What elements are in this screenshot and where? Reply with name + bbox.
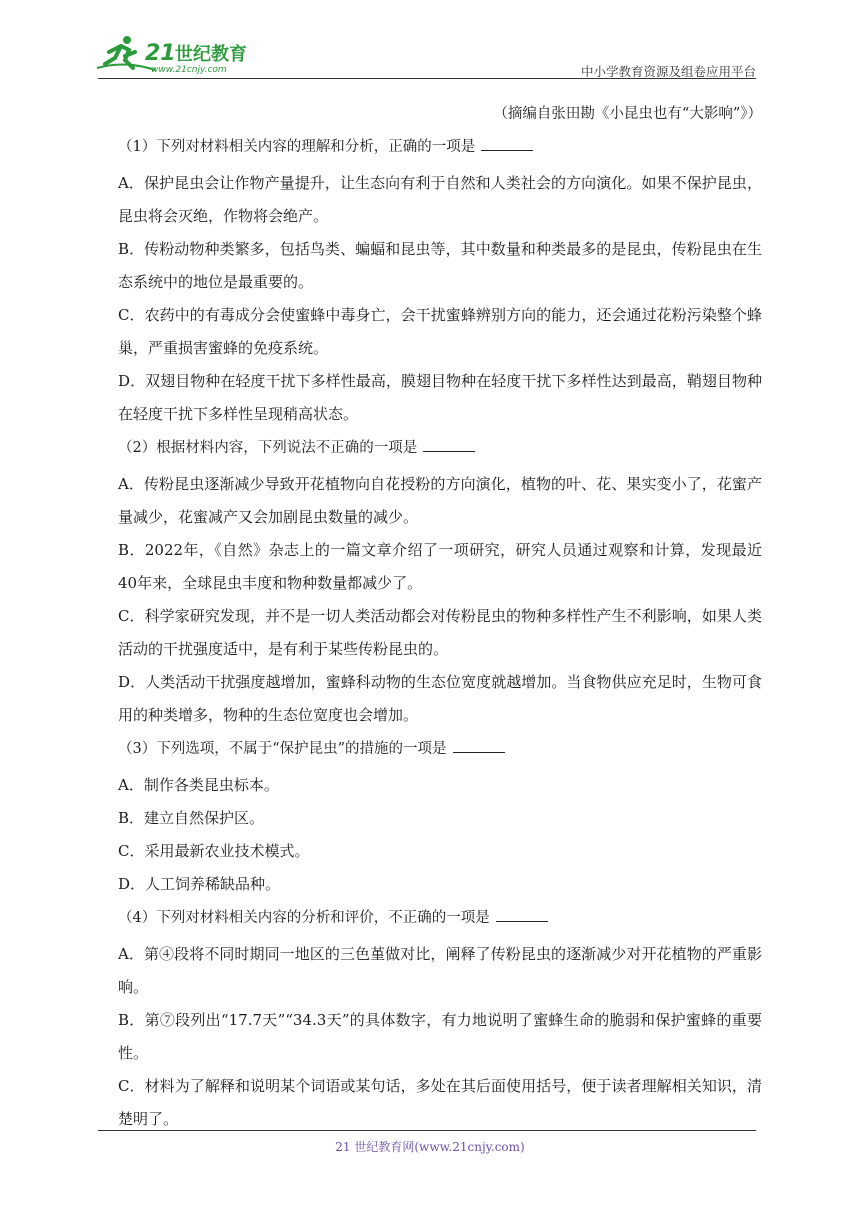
platform-title: 中小学教育资源及组卷应用平台 — [580, 64, 756, 79]
option-b: B．建立自然保护区。 — [118, 809, 265, 827]
option-b: B．2022年，《自然》杂志上的一篇文章介绍了一项研究，研究人员通过观察和计算，发现最近40年来，全球昆虫丰度和物种数量都减少了。 — [118, 541, 762, 592]
svg-text:世纪教育: 世纪教育 — [175, 44, 247, 65]
question-stem: （1）下列对材料相关内容的理解和分析，正确的一项是 — [118, 136, 762, 157]
answer-blank[interactable] — [496, 907, 548, 922]
header-divider — [98, 78, 756, 79]
option-b: B．第⑦段列出“17.7天”“34.3天”的具体数字，有力地说明了蜜蜂生命的脆弱和保护蜜蜂的重要性。 — [118, 1011, 762, 1062]
option-a: A．第④段将不同时期同一地区的三色堇做对比，阐释了传粉昆虫的逐渐减少对开花植物的严重影响。 — [118, 945, 762, 996]
option-d: D．人工饲养稀缺品种。 — [118, 875, 281, 893]
answer-blank[interactable] — [423, 437, 475, 452]
answer-blank[interactable] — [481, 136, 533, 151]
option-c: C．采用最新农业技术模式。 — [118, 842, 310, 860]
option-c: C．材料为了解释和说明某个词语或某句话，多处在其后面使用括号，便于读者理解相关知识，清楚明了。 — [118, 1077, 762, 1128]
option-b: B．传粉动物种类繁多，包括鸟类、蝙蝠和昆虫等，其中数量和种类最多的是昆虫，传粉昆虫在生态系统中的地位是最重要的。 — [118, 240, 762, 291]
option-d: D．人类活动干扰强度越增加，蜜蜂科动物的生态位宽度就越增加。当食物供应充足时，生物可食用的种类增多，物种的生态位宽度也会增加。 — [118, 673, 762, 724]
footer-link[interactable]: 21 世纪教育网(www.21cnjy.com) — [335, 1140, 525, 1154]
document-body — [118, 98, 762, 1136]
option-c: C．科学家研究发现，并不是一切人类活动都会对传粉昆虫的物种多样性产生不利影响，如果人类活动的干扰强度适中，是有利于某些传粉昆虫的。 — [118, 607, 762, 658]
svg-text:21: 21 — [145, 41, 176, 66]
question-stem: （4）下列对材料相关内容的分析和评价，不正确的一项是 — [118, 907, 762, 928]
question-3 — [118, 738, 762, 901]
svg-text:www.21cnjy.com: www.21cnjy.com — [151, 65, 227, 75]
option-a: A．制作各类昆虫标本。 — [118, 776, 279, 794]
question-1 — [118, 136, 762, 431]
footer-divider — [98, 1130, 756, 1131]
page-header — [0, 0, 860, 80]
option-c: C．农药中的有毒成分会使蜜蜂中毒身亡，会干扰蜜蜂辨别方向的能力，还会通过花粉污染整个蜂巢，严重损害蜜蜂的免疫系统。 — [118, 306, 762, 357]
answer-blank[interactable] — [453, 738, 505, 753]
question-stem: （3）下列选项，不属于“保护昆虫”的措施的一项是 — [118, 738, 762, 759]
option-a: A．保护昆虫会让作物产量提升，让生态向有利于自然和人类社会的方向演化。如果不保护昆虫，昆虫将会灭绝，作物将会绝产。 — [118, 174, 762, 225]
logo — [95, 34, 260, 78]
option-a: A．传粉昆虫逐渐减少导致开花植物向自花授粉的方向演化，植物的叶、花、果实变小了，花蜜产量减少，花蜜减产又会加剧昆虫数量的减少。 — [118, 475, 762, 526]
question-2 — [118, 437, 762, 732]
runner-logo-icon — [95, 34, 260, 78]
question-stem: （2）根据材料内容，下列说法不正确的一项是 — [118, 437, 762, 458]
question-4 — [118, 907, 762, 1136]
source-citation: （摘编自张田勘《小昆虫也有“大影响”》） — [493, 106, 762, 122]
option-d: D．双翅目物种在轻度干扰下多样性最高，膜翅目物种在轻度干扰下多样性达到最高，鞘翅目物种在轻度干扰下多样性呈现稍高状态。 — [118, 372, 762, 423]
